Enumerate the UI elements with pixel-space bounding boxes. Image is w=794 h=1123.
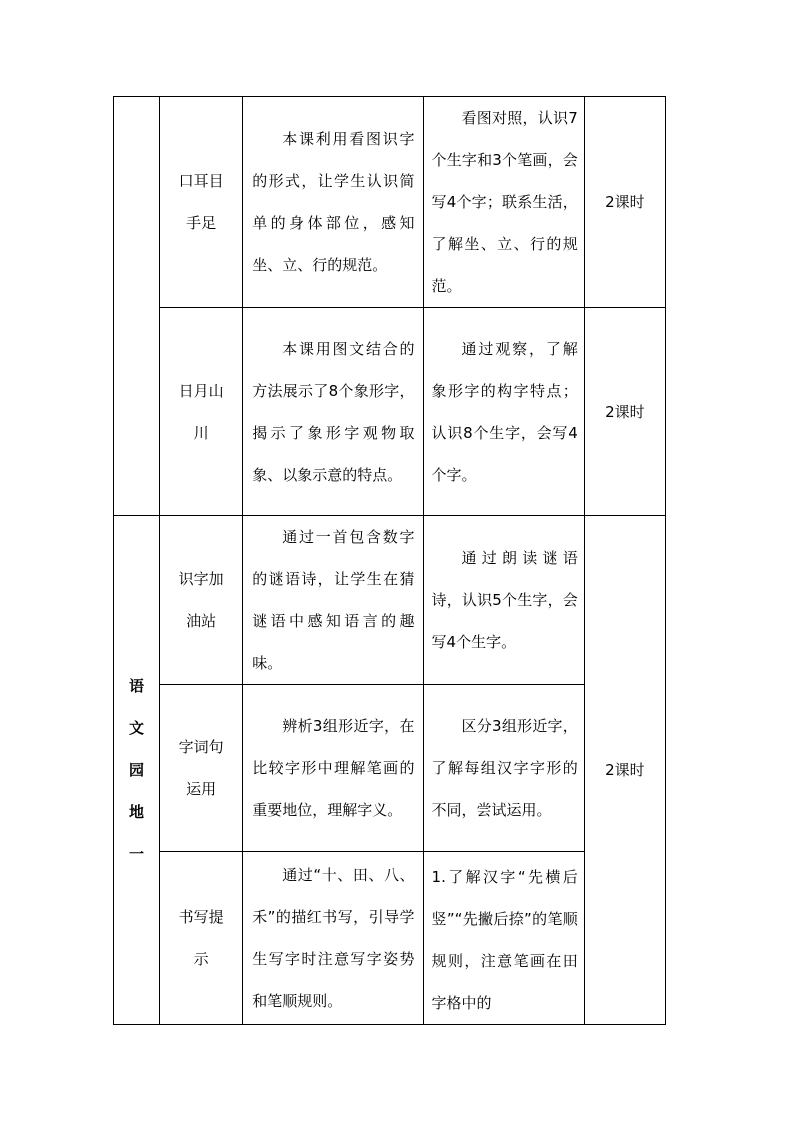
table-row	[114, 852, 666, 1025]
unit-item-description: 通过一首包含数字的谜语诗，让学生在猜谜语中感知语言的趣味。	[243, 516, 423, 685]
unit-title	[114, 516, 160, 1025]
lesson-goal: 通过观察，了解象形字的构字特点；认识8个生字，会写4个字。	[423, 308, 584, 516]
unit-item-description: 辨析3组形近字，在比较字形中理解笔画的重要地位，理解字义。	[243, 685, 423, 852]
unit-title-char: 地	[129, 803, 145, 821]
unit-title-char: 园	[129, 761, 145, 779]
unit-hours: 2课时	[584, 516, 665, 1025]
lesson-plan-table	[113, 96, 666, 1025]
unit-item-name: 书写提示	[160, 852, 243, 1025]
table-row	[114, 516, 666, 685]
empty-unit-cell	[114, 97, 160, 516]
lesson-name: 口耳目手足	[160, 97, 243, 308]
unit-item-name: 字词句运用	[160, 685, 243, 852]
table-row	[114, 685, 666, 852]
table-row	[114, 97, 666, 308]
unit-item-name: 识字加油站	[160, 516, 243, 685]
lesson-description: 本课用图文结合的方法展示了8个象形字，揭示了象形字观物取象、以象示意的特点。	[243, 308, 423, 516]
unit-item-goal: 1.了解汉字“先横后竖”“先撇后捺”的笔顺规则，注意笔画在田字格中的	[423, 852, 584, 1025]
unit-item-goal: 通过朗读谜语诗，认识5个生字，会写4个生字。	[423, 516, 584, 685]
unit-title-char: 语	[129, 677, 145, 695]
unit-item-goal: 区分3组形近字，了解每组汉字字形的不同，尝试运用。	[423, 685, 584, 852]
unit-title-char: 文	[129, 719, 145, 737]
lesson-hours: 2课时	[584, 97, 665, 308]
lesson-name: 日月山川	[160, 308, 243, 516]
lesson-goal: 看图对照，认识7个生字和3个笔画，会写4个字；联系生活，了解坐、立、行的规范。	[423, 97, 584, 308]
unit-item-description: 通过“十、田、八、禾”的描红书写，引导学生写字时注意写字姿势和笔顺规则。	[243, 852, 423, 1025]
table-row	[114, 308, 666, 516]
lesson-hours: 2课时	[584, 308, 665, 516]
unit-title-char: 一	[129, 845, 145, 863]
lesson-description: 本课利用看图识字的形式，让学生认识简单的身体部位，感知坐、立、行的规范。	[243, 97, 423, 308]
